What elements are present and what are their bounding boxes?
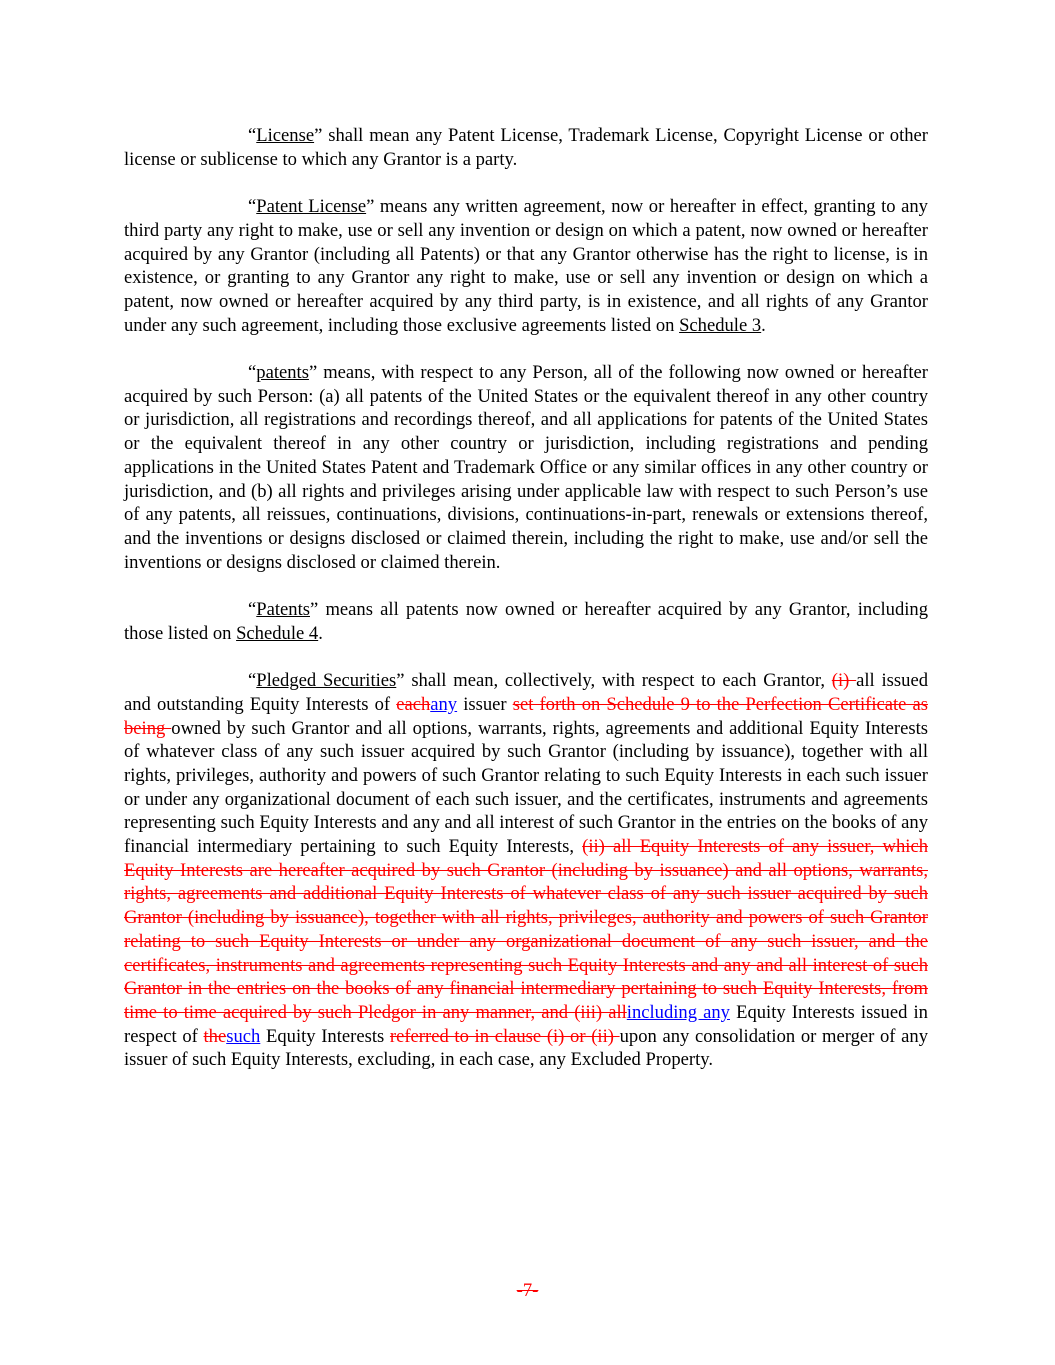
defined-term: Schedule 3: [679, 314, 762, 336]
defined-term: patents: [256, 362, 309, 383]
defined-term: Patents: [256, 599, 310, 621]
text-run: “: [248, 670, 257, 692]
text-run: ” means, with respect to any Person, all of the following now owned or hereafter acquired by such Person: (a) all patents of the United States or the equivalent thereof in any other country or jurisdiction, all registrations and recordings thereof, and all applications for patents of the United States or the equivalent thereof in any other country or jurisdiction, including registrations and pending applications in the United States Patent and Trademark Office or any similar offices in any other country or jurisdiction, and (b) all rights and privileges arising under applicable law with respect to such Person’s use of any patents, all reissues, continuations, divisions, continuations-in-part, renewals or extensions thereof, and the inventions or designs disclosed or claimed therein, including the right to make, use and/or sell the inventions or designs disclosed or claimed therein.: [124, 362, 928, 573]
defined-term: Schedule 4: [236, 622, 319, 644]
text-run: owned by such Grantor and all options, warrants, rights, agreements and additional Equity Interests of whatever class of any such issuer acquired by such Grantor (including by issuance), together with all rights, privileges, authority and powers of such Grantor relating to such Equity Interests in each such issuer or under any organizational document of each such issuer, and the certificates, instruments and agreements representing such Equity Interests and any and all interest of such Grantor in the entries on the books of any financial intermediary pertaining to such Equity Interests,: [124, 717, 928, 858]
deleted-text: (i): [831, 670, 857, 692]
inserted-text: such: [226, 1025, 261, 1047]
deleted-text: (ii) all Equity Interests of any issuer, which Equity Interests are hereafter acquired by such Grantor (including by issuance) and all options, warrants, rights, agreements and additional Equity Interests of whatever class of any such issuer acquired by such Grantor (including by issuance), together with all rights, privileges, authority and powers of such Grantor relating to such Equity Interests or under any organizational document of any such issuer, and the certificates, instruments and agreements representing such Equity Interests and any and all interest of such Grantor in the entries on the books of any financial intermediary pertaining to such Equity Interests, from time to time acquired by such Pledgor in any manner, and (iii) all: [124, 836, 928, 1023]
text-run: ” means any written agreement, now or hereafter in effect, granting to any third party any right to make, use or sell any invention or design on which a patent, now owned or hereafter acquired by any Grantor (including all Patents) or that any Grantor otherwise has the right to license, is in existence, or granting to any Grantor any right to make, use or sell any invention or design on which a patent, now owned or hereafter acquired by any third party, is in existence, and all rights of any Grantor under any such agreement, including those exclusive agreements listed on: [124, 196, 928, 336]
text-run: all issued and outstanding Equity Interests of: [124, 670, 928, 715]
defined-term: Pledged Securities: [256, 670, 397, 692]
deleted-text: referred to in clause (i) or (ii): [389, 1025, 620, 1047]
text-run: .: [318, 622, 323, 644]
text-run: “: [248, 599, 257, 621]
inserted-text: including any: [626, 1001, 730, 1023]
deleted-text: the: [203, 1025, 227, 1047]
text-run: upon any consolidation or merger of any issuer of such Equity Interests, excluding, in each case, any Excluded Property.: [124, 1025, 929, 1071]
inserted-text: any: [430, 693, 458, 715]
text-run: “: [248, 196, 257, 218]
text-run: .: [761, 314, 766, 336]
text-run: Equity Interests: [260, 1025, 390, 1047]
text-run: ” shall mean, collectively, with respect to each Grantor,: [396, 670, 832, 692]
deleted-text: each: [396, 693, 431, 715]
page-number: -7-: [516, 1280, 539, 1301]
text-run: ” means all patents now owned or hereafter acquired by any Grantor, including those listed on: [124, 599, 928, 644]
text-run: Equity Interests issued in respect of: [124, 1001, 928, 1047]
definition-patent-license: [124, 195, 928, 337]
definition-patents: [124, 598, 928, 645]
document-body: [124, 124, 928, 1096]
text-run: “: [248, 362, 257, 383]
deleted-text: set forth on Schedule 9 to the Perfection Certificate as being: [124, 693, 928, 739]
text-run: “: [248, 125, 257, 146]
defined-term: License: [256, 125, 315, 146]
definition-patents-lower: [124, 361, 928, 574]
text-run: issuer: [457, 693, 513, 715]
definition-license: [124, 124, 928, 171]
defined-term: Patent License: [256, 196, 367, 218]
definition-pledged-securities: [124, 669, 928, 1072]
text-run: ” shall mean any Patent License, Trademark License, Copyright License or other license or sublicense to which any Grantor is a party.: [124, 125, 928, 170]
